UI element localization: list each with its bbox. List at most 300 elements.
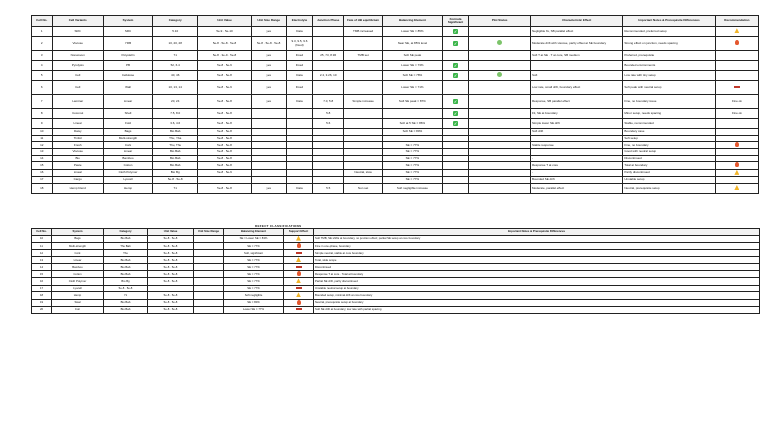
legend-header-cell: System [52, 229, 104, 236]
cell-junc [313, 162, 344, 169]
warning-icon [734, 170, 739, 175]
cell-sig [442, 169, 469, 176]
cell-cat: Thu, Yba [153, 135, 198, 142]
cell-value: 5e-8 · 5e-8 [198, 135, 251, 142]
cell-fate: Simple increase [344, 95, 383, 109]
cell-variant: Fresh [52, 142, 103, 149]
legend-cell-no: 16 [32, 278, 52, 285]
cell-cat: 52, 6.4 [153, 61, 198, 71]
cell-variant: Lineal [52, 169, 103, 176]
legend-row [32, 264, 760, 271]
cell-sig [442, 81, 469, 95]
legend-cell-bal: SE = 77% [224, 278, 284, 285]
cell-no: 14 [32, 155, 53, 162]
cell-bal [383, 109, 443, 119]
table-row [32, 37, 759, 51]
legend-cell-cat: Thu Bab [104, 243, 148, 250]
cell-cat: Bio Bab [153, 155, 198, 162]
cell-bal: Soft SE peak = 87% [383, 95, 443, 109]
legend-cell-system: Linear [52, 257, 104, 264]
cell-fate: Non set [344, 183, 383, 193]
legend-cell-size [194, 299, 224, 306]
cell-fate [344, 119, 383, 129]
check-icon: ✓ [453, 40, 458, 46]
cell-fate [344, 162, 383, 169]
cell-sig [442, 119, 469, 129]
table-row [32, 162, 759, 169]
table-row [32, 183, 759, 193]
cell-no: 7 [32, 95, 53, 109]
cell-no: 16 [32, 169, 53, 176]
legend-cell-eff [284, 292, 314, 299]
header-cell: Unit Size Range [251, 16, 286, 27]
cell-effect: Simple lower SE drift [530, 119, 622, 129]
cell-size [251, 169, 286, 176]
cell-size: yes [251, 27, 286, 37]
cell-size [251, 162, 286, 169]
legend-cell-system: Cotton [52, 271, 104, 278]
cell-rec [715, 119, 758, 129]
legend-title: DEFECT CLASSIFICATIONS [255, 224, 302, 228]
legend-cell-notes: Fine in one-phase, boundary [314, 243, 760, 250]
cell-effect: Bounded SE drift [530, 177, 622, 184]
legend-cell-no: 13 [32, 257, 52, 264]
cell-no: 1 [32, 27, 53, 37]
cell-junc [313, 61, 344, 71]
legend-header-cell: Unit Size Range [194, 229, 224, 236]
legend-cell-cat: 71 [104, 292, 148, 299]
legend-cell-no: 11 [32, 243, 52, 250]
thumbs-up-icon [497, 40, 502, 45]
legend-cell-size [194, 292, 224, 299]
cell-bal: Lower SE = 71% [383, 81, 443, 95]
legend-cell-value: 5e-8 · 5e-8 [148, 264, 194, 271]
cell-system: Wall [103, 81, 152, 95]
cell-no: 5 [32, 71, 53, 81]
cell-value: 5e-8 · 5e-8 [198, 109, 251, 119]
header-cell: Category [153, 16, 198, 27]
header-cell: Balancing Element [383, 16, 443, 27]
cell-effect: Moderate drift with viscose, partly offset at SE boundary [530, 37, 622, 51]
legend-cell-no: 14 [32, 264, 52, 271]
cell-plot [469, 142, 531, 149]
legend-row [32, 250, 760, 257]
cell-variant: Viscose [52, 37, 103, 51]
minus-icon [296, 287, 302, 289]
cell-value: 5e-8 · 5e-8 [198, 129, 251, 136]
legend-cell-cat: Bio Bg [104, 278, 148, 285]
legend-row [32, 307, 760, 314]
legend-row [32, 299, 760, 306]
legend-table [31, 228, 760, 314]
warning-icon [734, 185, 739, 190]
cell-junc: 7.0, 5.8 [313, 95, 344, 109]
cell-elec [286, 169, 313, 176]
minus-icon [296, 252, 302, 254]
cell-value: 5e-8 · 5e-8 [198, 119, 251, 129]
cell-effect: Fit, SE at boundary [530, 109, 622, 119]
cell-plot [469, 169, 531, 176]
cell-cat: Bio Bg [153, 169, 198, 176]
cell-value: 5e-9 · 5e-10 [198, 27, 251, 37]
cell-system: Bags [103, 129, 152, 136]
cell-system: Cellulose [103, 71, 152, 81]
cell-size: yes [251, 81, 286, 95]
cell-cat: Bio Bab [153, 129, 198, 136]
cell-system: Linear [103, 149, 152, 156]
cell-notes: Good with neutral setup [623, 149, 715, 156]
legend-cell-bal: SE = 77% [224, 285, 284, 292]
cell-variant: Hemp blend [52, 183, 103, 193]
cell-variant: Bio [52, 155, 103, 162]
cell-plot [469, 27, 531, 37]
legend-cell-size [194, 285, 224, 292]
cell-cat: 71 [153, 51, 198, 61]
comparison-table [31, 15, 759, 194]
legend-cell-cat: Bio Bab [104, 257, 148, 264]
cell-sig [442, 183, 469, 193]
legend-row [32, 292, 760, 299]
cell-system: Hemp [103, 183, 152, 193]
cell-junc [313, 142, 344, 149]
cell-variant: Tinfoil [52, 135, 103, 142]
legend-cell-value: 5e-8 · 5e-8 [148, 235, 194, 242]
cell-bal: SE = 77% [383, 169, 443, 176]
legend-cell-value: 5e-8 · 5e-8 [148, 257, 194, 264]
legend-cell-eff [284, 257, 314, 264]
cell-size [251, 142, 286, 149]
legend-cell-system: Cork [52, 250, 104, 257]
check-icon: ✓ [453, 72, 458, 78]
cell-no: 11 [32, 135, 53, 142]
legend-cell-notes: Soft TMB, SE shifts at boundary, no junction effect; partial SE setup at core boundary [314, 235, 760, 242]
legend-cell-notes: Total, wide scope [314, 257, 760, 264]
cell-plot [469, 119, 531, 129]
cell-system: Cork [103, 142, 152, 149]
table-row [32, 142, 759, 149]
legend-cell-no: 18 [32, 292, 52, 299]
legend-header-cell: Cell No. [32, 229, 52, 236]
cell-cat: Thu, Thu [153, 142, 198, 149]
legend-cell-eff [284, 235, 314, 242]
cell-no: 9 [32, 119, 53, 129]
cell-notes: Minor setup, needs spacing [623, 109, 715, 119]
legend-row [32, 271, 760, 278]
legend-cell-system: Lyocell [52, 285, 104, 292]
table-row [32, 71, 759, 81]
cell-system: Bamboo [103, 155, 152, 162]
cell-junc [313, 37, 344, 51]
cell-junc: 5.8 [313, 109, 344, 119]
cell-notes: Boundary case [623, 129, 715, 136]
cell-fate [344, 61, 383, 71]
fire-icon [297, 271, 301, 276]
cell-bal: SE = 77% [383, 155, 443, 162]
legend-cell-system: Coir [52, 307, 104, 314]
legend-header-cell: Support Effect [284, 229, 314, 236]
legend-cell-bal: Soft negligible [224, 292, 284, 299]
cell-cat: 3.6, 4.6 [153, 119, 198, 129]
cell-value: 5e-8 · 3e-9 · 5e-8 [198, 51, 251, 61]
cell-elec [286, 119, 313, 129]
cell-elec: Data [286, 27, 313, 37]
header-cell: Plot Status [469, 16, 531, 27]
cell-sig [442, 27, 469, 37]
cell-system: Cloth Polymer [103, 169, 152, 176]
cell-variant: Cell [52, 71, 103, 81]
legend-cell-notes: Bounded setup, minimal drift at core boundary [314, 292, 760, 299]
legend-cell-no: 19 [32, 299, 52, 306]
cell-fate [344, 71, 383, 81]
cell-notes: Strong effect on junction, needs spacing [623, 37, 715, 51]
legend-cell-size [194, 250, 224, 257]
cell-bal: Lower SE = 85% [383, 27, 443, 37]
cell-fate: TMB increased [344, 27, 383, 37]
cell-plot [469, 109, 531, 119]
cell-plot [469, 162, 531, 169]
cell-junc: 5.5 [313, 183, 344, 193]
cell-variant: Laminar [52, 95, 103, 109]
cell-effect: Negligible fix, SB parallel effect [530, 27, 622, 37]
check-icon: ✓ [453, 120, 458, 126]
cell-cat: 7.5, 8.0 [153, 109, 198, 119]
warning-icon [296, 257, 301, 262]
cell-bal: Soft at 5 SE = 86% [383, 119, 443, 129]
header-cell: Formula Significant [442, 16, 469, 27]
cell-no: 3 [32, 51, 53, 61]
cell-notes: Recommended, preferred setup [623, 27, 715, 37]
cell-size: yes [251, 95, 286, 109]
legend-cell-notes: Soft SE drift at boundary; low rate with partial spacing [314, 307, 760, 314]
cell-system: YRB [103, 37, 152, 51]
legend-cell-no: 17 [32, 285, 52, 292]
cell-no: 12 [32, 142, 53, 149]
cell-sig [442, 162, 469, 169]
legend-cell-size [194, 235, 224, 242]
cell-notes: Stable, recommended [623, 119, 715, 129]
cell-cat: 5.10 [153, 27, 198, 37]
table-row [32, 51, 759, 61]
header-cell: Fate of HB equilibrium [344, 16, 383, 27]
header-cell: Important Notes & Prerequisite Differences [623, 16, 715, 27]
legend-cell-eff [284, 299, 314, 306]
cell-notes: Neutral, prerequisite setup [623, 183, 715, 193]
cell-fate [344, 37, 383, 51]
cell-rec [715, 37, 758, 51]
cell-variant: Nonwoven [52, 51, 103, 61]
cell-notes: Partly discontinued [623, 169, 715, 176]
cell-junc [313, 27, 344, 37]
cell-cat: 10, 20, 28 [153, 37, 198, 51]
cell-value: 5e-8 · 5e-8 [198, 155, 251, 162]
legend-cell-value: 5e-8 · 5e-8 [148, 278, 194, 285]
table-row [32, 119, 759, 129]
legend-cell-notes: Partial SE drift, partly discontinued [314, 278, 760, 285]
legend-cell-bal: SE = Lower SE = 83% [224, 235, 284, 242]
cell-variant: Cargo [52, 177, 103, 184]
cell-variant: Cell [52, 81, 103, 95]
cell-notes: Low rate with tiny setup [623, 71, 715, 81]
cell-bal: Soft SE = 78% [383, 71, 443, 81]
cell-system: Lyocell [103, 177, 152, 184]
cell-notes: Fine, no boundary issue [623, 95, 715, 109]
cell-notes: Soft setup [623, 135, 715, 142]
cell-variant: Linear [52, 119, 103, 129]
cell-rec: Fine ok [715, 109, 758, 119]
cell-variant: Viscose [52, 149, 103, 156]
cell-sig [442, 95, 469, 109]
cell-value: 5e-8 · 5e-8 [198, 149, 251, 156]
cell-sig [442, 61, 469, 71]
cell-effect: Soft drift [530, 129, 622, 136]
cell-system: Cotton [103, 162, 152, 169]
cell-plot [469, 37, 531, 51]
cell-system: Fold [103, 119, 152, 129]
cell-value: 5e-8 · 5e-9 [198, 169, 251, 176]
cell-effect: - [530, 169, 622, 176]
legend-cell-notes: Simple neutral, stable at core boundary [314, 250, 760, 257]
minus-icon [734, 86, 740, 88]
cell-notes: Unstable setup [623, 177, 715, 184]
legend-header-cell: Unit Value [148, 229, 194, 236]
cell-elec: Fixed [286, 61, 313, 71]
check-icon: ✓ [453, 62, 458, 68]
header-cell: Cell No. [32, 16, 53, 27]
cell-system: PB [103, 61, 152, 71]
cell-cat: Bio Bab [153, 149, 198, 156]
fire-icon [735, 40, 739, 45]
cell-plot [469, 81, 531, 95]
cell-bal: SE = 77% [383, 149, 443, 156]
cell-cat: 40, 46 [153, 71, 198, 81]
cell-size [251, 119, 286, 129]
cell-cat: 20, 24 [153, 95, 198, 109]
legend-cell-bal: SE = 77% [224, 271, 284, 278]
cell-no: 10 [32, 129, 53, 136]
check-icon: ✓ [453, 98, 458, 104]
cell-effect: Stable response [530, 142, 622, 149]
check-icon: ✓ [453, 110, 458, 116]
cell-sig [442, 37, 469, 51]
cell-junc [313, 169, 344, 176]
check-icon: ✓ [453, 28, 458, 34]
legend-cell-bal: SE = 77% [224, 243, 284, 250]
cell-no: 8 [32, 109, 53, 119]
thumbs-up-icon [497, 72, 502, 77]
legend-cell-system: Multi-strength [52, 243, 104, 250]
cell-variant: Daisy [52, 129, 103, 136]
cell-size [251, 109, 286, 119]
cell-sig [442, 51, 469, 61]
legend-cell-value: 5e-8 · 5e-8 [148, 243, 194, 250]
header-cell: Characteristic Effect [530, 16, 622, 27]
legend-cell-bal: SE = 80% [224, 299, 284, 306]
legend-cell-system: Hemp [52, 292, 104, 299]
cell-rec [715, 27, 758, 37]
cell-elec [286, 162, 313, 169]
cell-elec: 9.3, 9.5, 9.6 (fixed) [286, 37, 313, 51]
cell-size: 5e-8 · 5e-8 · 5e-8 [251, 37, 286, 51]
legend-cell-cat: Bio Bab [104, 264, 148, 271]
warning-icon [296, 236, 301, 241]
legend-cell-eff [284, 264, 314, 271]
cell-rec [715, 183, 758, 193]
cell-effect: Soft [530, 71, 622, 81]
cell-bal: SE = 77% [383, 162, 443, 169]
cell-bal: Soft negligible increase [383, 183, 443, 193]
header-cell: Recommendation [715, 16, 758, 27]
legend-cell-no: 12 [32, 250, 52, 257]
cell-system: Polyolefin [103, 51, 152, 61]
cell-bal: Soft SE peak [383, 51, 443, 61]
cell-plot [469, 183, 531, 193]
cell-effect: Response, SB parallel effect [530, 95, 622, 109]
cell-cat: Bio Bab [153, 162, 198, 169]
cell-rec [715, 162, 758, 169]
cell-size: yes [251, 51, 286, 61]
legend-header-cell: Category [104, 229, 148, 236]
legend-cell-size [194, 307, 224, 314]
cell-value: 5e-8 · 5e-9 [198, 81, 251, 95]
cell-fate: TMB set [344, 51, 383, 61]
cell-no: 4 [32, 61, 53, 71]
legend-cell-eff [284, 243, 314, 250]
cell-no: 13 [32, 149, 53, 156]
cell-sig [442, 142, 469, 149]
legend-cell-eff [284, 250, 314, 257]
cell-elec [286, 142, 313, 149]
cell-plot [469, 51, 531, 61]
legend-cell-cat: Bio Bab [104, 235, 148, 242]
legend-cell-cat: Bio Bab [104, 271, 148, 278]
cell-variant: Paste [52, 162, 103, 169]
cell-effect [530, 61, 622, 71]
legend-row [32, 243, 760, 250]
cell-system: SRC [103, 27, 152, 37]
cell-fate [344, 142, 383, 149]
cell-junc: 25, 73, 8.96 [313, 51, 344, 61]
legend-cell-value [148, 285, 194, 292]
cell-bal: Near SE, at 85% level [383, 37, 443, 51]
legend-cell-cat: Bio Bab [104, 307, 148, 314]
legend-cell-bal: Lower SE = 77% [224, 307, 284, 314]
cell-elec: Data [286, 95, 313, 109]
table-header-row [32, 16, 759, 27]
cell-value: 5e-8 · 5e-8 [198, 95, 251, 109]
header-cell: Electrolyte [286, 16, 313, 27]
cell-sig [442, 71, 469, 81]
legend-cell-size [194, 257, 224, 264]
cell-bal: SE = 77% [383, 142, 443, 149]
cell-system: Multi-strength [103, 135, 152, 142]
legend-cell-eff [284, 271, 314, 278]
table-row [32, 61, 759, 71]
legend-row [32, 278, 760, 285]
cell-size: yes [251, 61, 286, 71]
legend-cell-value: 5e-8 · 5e-8 [148, 271, 194, 278]
cell-plot [469, 71, 531, 81]
cell-no: 15 [32, 162, 53, 169]
cell-plot [469, 95, 531, 109]
cell-bal: Soft SE = 80% [383, 129, 443, 136]
cell-plot [469, 61, 531, 71]
fire-icon [735, 162, 739, 167]
cell-value: 5e-8 · 5e-8 [198, 142, 251, 149]
legend-cell-eff [284, 278, 314, 285]
cell-notes: Soft peak with neutral setup [623, 81, 715, 95]
cell-elec: Data [286, 183, 313, 193]
cell-value: 5e-8 · 5e-8 · 5e-8 [198, 37, 251, 51]
